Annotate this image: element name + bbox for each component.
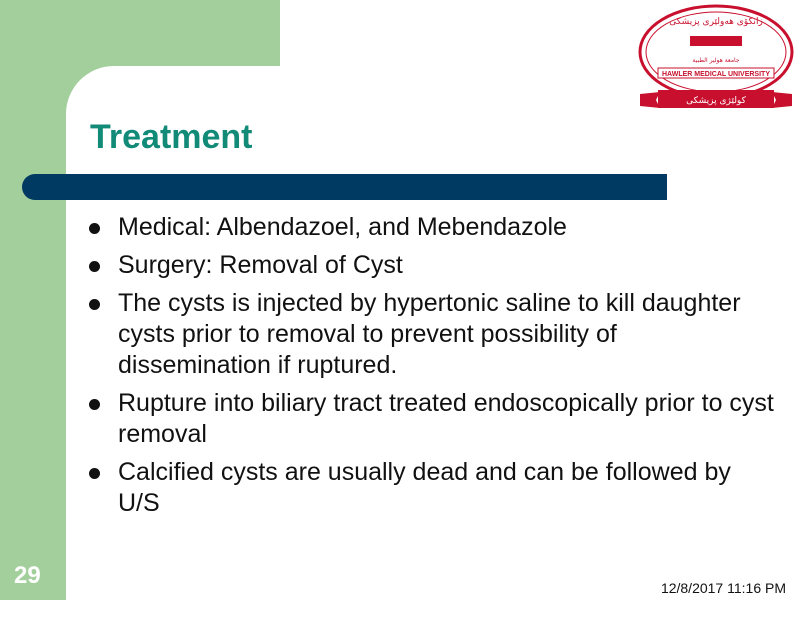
bullet-text: Calcified cysts are usually dead and can be followed by U/S xyxy=(118,458,731,517)
bullet-text: Medical: Albendazoel, and Mebendazole xyxy=(118,213,567,241)
bullet-item xyxy=(86,212,776,243)
logo-ribbon-text: كولێژی پزیشكی xyxy=(686,96,746,106)
bullet-item xyxy=(86,288,776,381)
title-divider-bar xyxy=(22,174,667,200)
bullet-item xyxy=(86,388,776,450)
bullet-text: The cysts is injected by hypertonic saline to kill daughter cysts prior to removal to prevent possibility of dissemination if ruptured. xyxy=(118,289,741,379)
slide-timestamp: 12/8/2017 11:16 PM xyxy=(660,580,786,596)
logo-kurdish-text: زانكۆی هەولێری پزیشكی xyxy=(669,17,763,27)
bullet-text: Surgery: Removal of Cyst xyxy=(118,251,403,279)
bullet-icon xyxy=(89,468,100,479)
bullet-icon xyxy=(89,399,100,410)
bullet-icon xyxy=(89,223,100,234)
bullet-icon xyxy=(89,299,100,310)
hawler-medical-university-logo xyxy=(636,2,796,114)
logo-university-name: HAWLER MEDICAL UNIVERSITY xyxy=(662,71,770,78)
bullet-item xyxy=(86,457,776,519)
bullet-list xyxy=(86,212,776,526)
bullet-text: Rupture into biliary tract treated endoscopically prior to cyst removal xyxy=(118,389,774,448)
bullet-item xyxy=(86,250,776,281)
slide-number: 29 xyxy=(14,562,41,589)
slide-title: Treatment xyxy=(90,118,253,156)
bullet-icon xyxy=(89,261,100,272)
logo-arabic-text: جامعة هولير الطبية xyxy=(692,57,740,64)
